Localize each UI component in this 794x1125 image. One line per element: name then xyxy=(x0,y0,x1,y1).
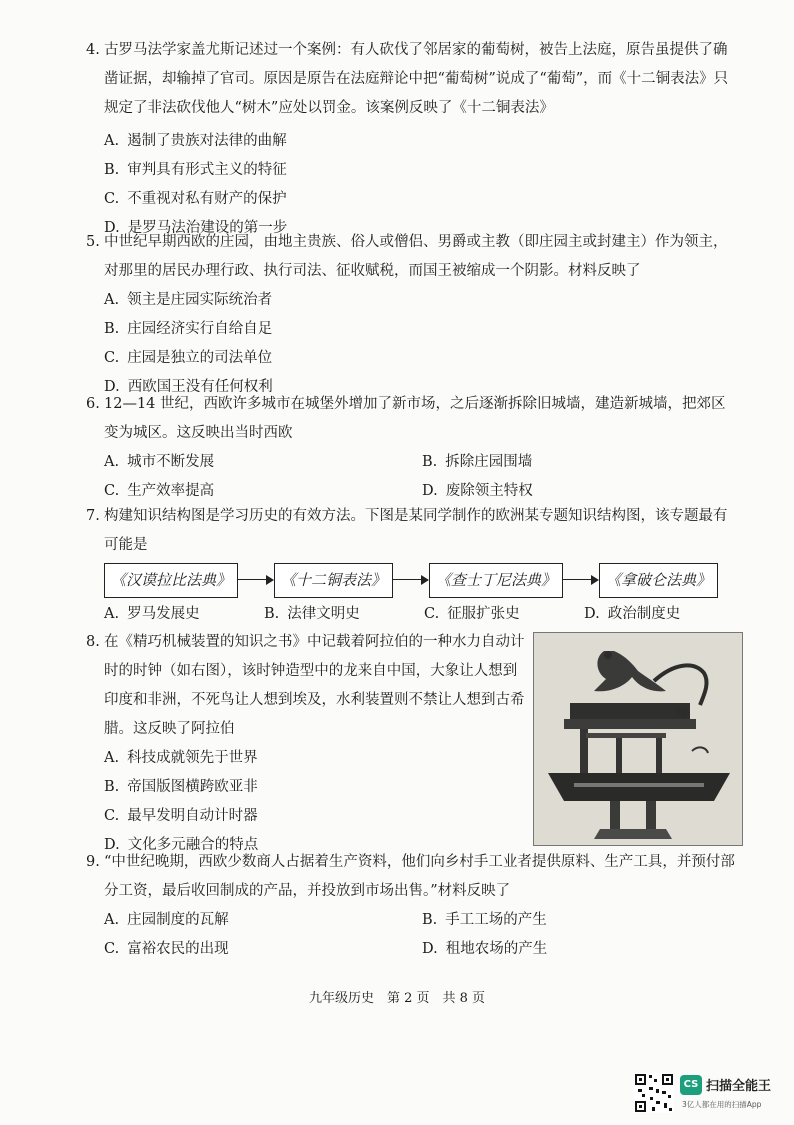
options xyxy=(86,286,736,402)
option-c[interactable]: C. 征服扩张史 xyxy=(424,606,520,622)
question-9 xyxy=(86,848,736,964)
question-stem: “中世纪晚期，西欧少数商人占据着生产资料，他们向乡村手工业者提供原料、生产工具，并预付部分工资，最后收回制成的产品，并投放到市场出售。”材料反映了 xyxy=(104,854,735,899)
option-c[interactable]: C. 生产效率提高 xyxy=(104,483,215,499)
page-footer: 九年级历史 第 2 页 共 8 页 xyxy=(308,991,486,1006)
option-a[interactable]: A. 罗马发展史 xyxy=(104,606,200,622)
option-a[interactable]: A. 领主是庄园实际统治者 xyxy=(104,292,273,308)
question-4 xyxy=(86,36,736,243)
options xyxy=(86,127,736,243)
option-c[interactable]: C. 最早发明自动计时器 xyxy=(104,808,258,824)
option-a[interactable]: A. 庄园制度的瓦解 xyxy=(104,912,229,928)
question-5 xyxy=(86,228,736,402)
question-stem: 在《精巧机械装置的知识之书》中记载着阿拉伯的一种水力自动计时的时钟（如右图），该时钟造型中的龙来自中国，大象让人想到印度和非洲，不死鸟让人想到埃及，水利装置则不禁让人想到古希腊。这反映了阿拉伯 xyxy=(104,634,525,737)
elephant-clock-image xyxy=(534,633,742,845)
option-c[interactable]: C. 庄园是独立的司法单位 xyxy=(104,350,273,366)
diagram-node: 《十二铜表法》 xyxy=(274,563,393,598)
option-c[interactable]: C. 不重视对私有财产的保护 xyxy=(104,191,287,207)
diagram-node: 《拿破仑法典》 xyxy=(599,563,718,598)
right-arrow-icon xyxy=(393,573,429,587)
diagram-node: 《查士丁尼法典》 xyxy=(429,563,563,598)
options xyxy=(86,906,736,964)
scanner-app-name: 扫描全能王 xyxy=(706,1079,772,1094)
option-b[interactable]: B. 审判具有形式主义的特征 xyxy=(104,162,287,178)
question-stem: 古罗马法学家盖尤斯记述过一个案例：有人砍伐了邻居家的葡萄树，被告上法庭，原告虽提供了确凿证据，却输掉了官司。原因是原告在法庭辩论中把“葡萄树”说成了“葡萄”，而《十二铜表法》只规定了非法砍伐他人“树木”应处以罚金。该案例反映了《十二铜表法》 xyxy=(104,42,729,116)
water-clock-illustration xyxy=(533,632,743,846)
option-b[interactable]: B. 庄园经济实行自给自足 xyxy=(104,321,273,337)
options xyxy=(86,744,526,860)
option-d[interactable]: D. 是罗马法治建设的第一步 xyxy=(104,220,288,236)
option-a[interactable]: A. 遏制了贵族对法律的曲解 xyxy=(104,133,287,149)
question-number: 9. xyxy=(86,854,100,870)
question-stem: 中世纪早期西欧的庄园，由地主贵族、俗人或僧侣、男爵或主教（即庄园主或封建主）作为领主，对那里的居民办理行政、执行司法、征收赋税，而国王被缩成一个阴影。材料反映了 xyxy=(104,234,728,279)
question-6 xyxy=(86,390,736,506)
option-a[interactable]: A. 科技成就领先于世界 xyxy=(104,750,258,766)
diagram-node: 《汉谟拉比法典》 xyxy=(104,563,238,598)
knowledge-structure-diagram xyxy=(104,564,736,596)
question-number: 8. xyxy=(86,634,100,650)
option-d[interactable]: D. 租地农场的产生 xyxy=(422,941,548,957)
right-arrow-icon xyxy=(238,573,274,587)
qr-code-icon xyxy=(634,1073,674,1113)
question-8 xyxy=(86,628,526,860)
question-stem: 12—14 世纪，西欧许多城市在城堡外增加了新市场，之后逐渐拆除旧城墙，建造新城墙，把郊区变为城区。这反映出当时西欧 xyxy=(104,396,726,441)
question-number: 4. xyxy=(86,42,100,58)
question-number: 7. xyxy=(86,508,100,524)
question-number: 6. xyxy=(86,396,100,412)
option-d[interactable]: D. 废除领主特权 xyxy=(422,483,533,499)
option-d[interactable]: D. 西欧国王没有任何权利 xyxy=(104,379,273,395)
options xyxy=(86,448,736,506)
option-b[interactable]: B. 拆除庄园围墙 xyxy=(422,454,533,470)
option-d[interactable]: D. 文化多元融合的特点 xyxy=(104,837,259,853)
question-stem: 构建知识结构图是学习历史的有效方法。下图是某同学制作的欧洲某专题知识结构图，该专题最有可能是 xyxy=(104,508,728,553)
options xyxy=(86,600,736,629)
option-b[interactable]: B. 帝国版图横跨欧亚非 xyxy=(104,779,258,795)
option-a[interactable]: A. 城市不断发展 xyxy=(104,454,215,470)
option-c[interactable]: C. 富裕农民的出现 xyxy=(104,941,229,957)
question-7 xyxy=(86,502,736,629)
question-number: 5. xyxy=(86,234,100,250)
scanner-app-tagline: 3亿人都在用的扫描App xyxy=(682,1100,762,1109)
camscanner-logo-icon: CS xyxy=(680,1075,702,1095)
option-b[interactable]: B. 法律文明史 xyxy=(264,606,360,622)
right-arrow-icon xyxy=(563,573,599,587)
option-b[interactable]: B. 手工工场的产生 xyxy=(422,912,547,928)
option-d[interactable]: D. 政治制度史 xyxy=(584,606,681,622)
